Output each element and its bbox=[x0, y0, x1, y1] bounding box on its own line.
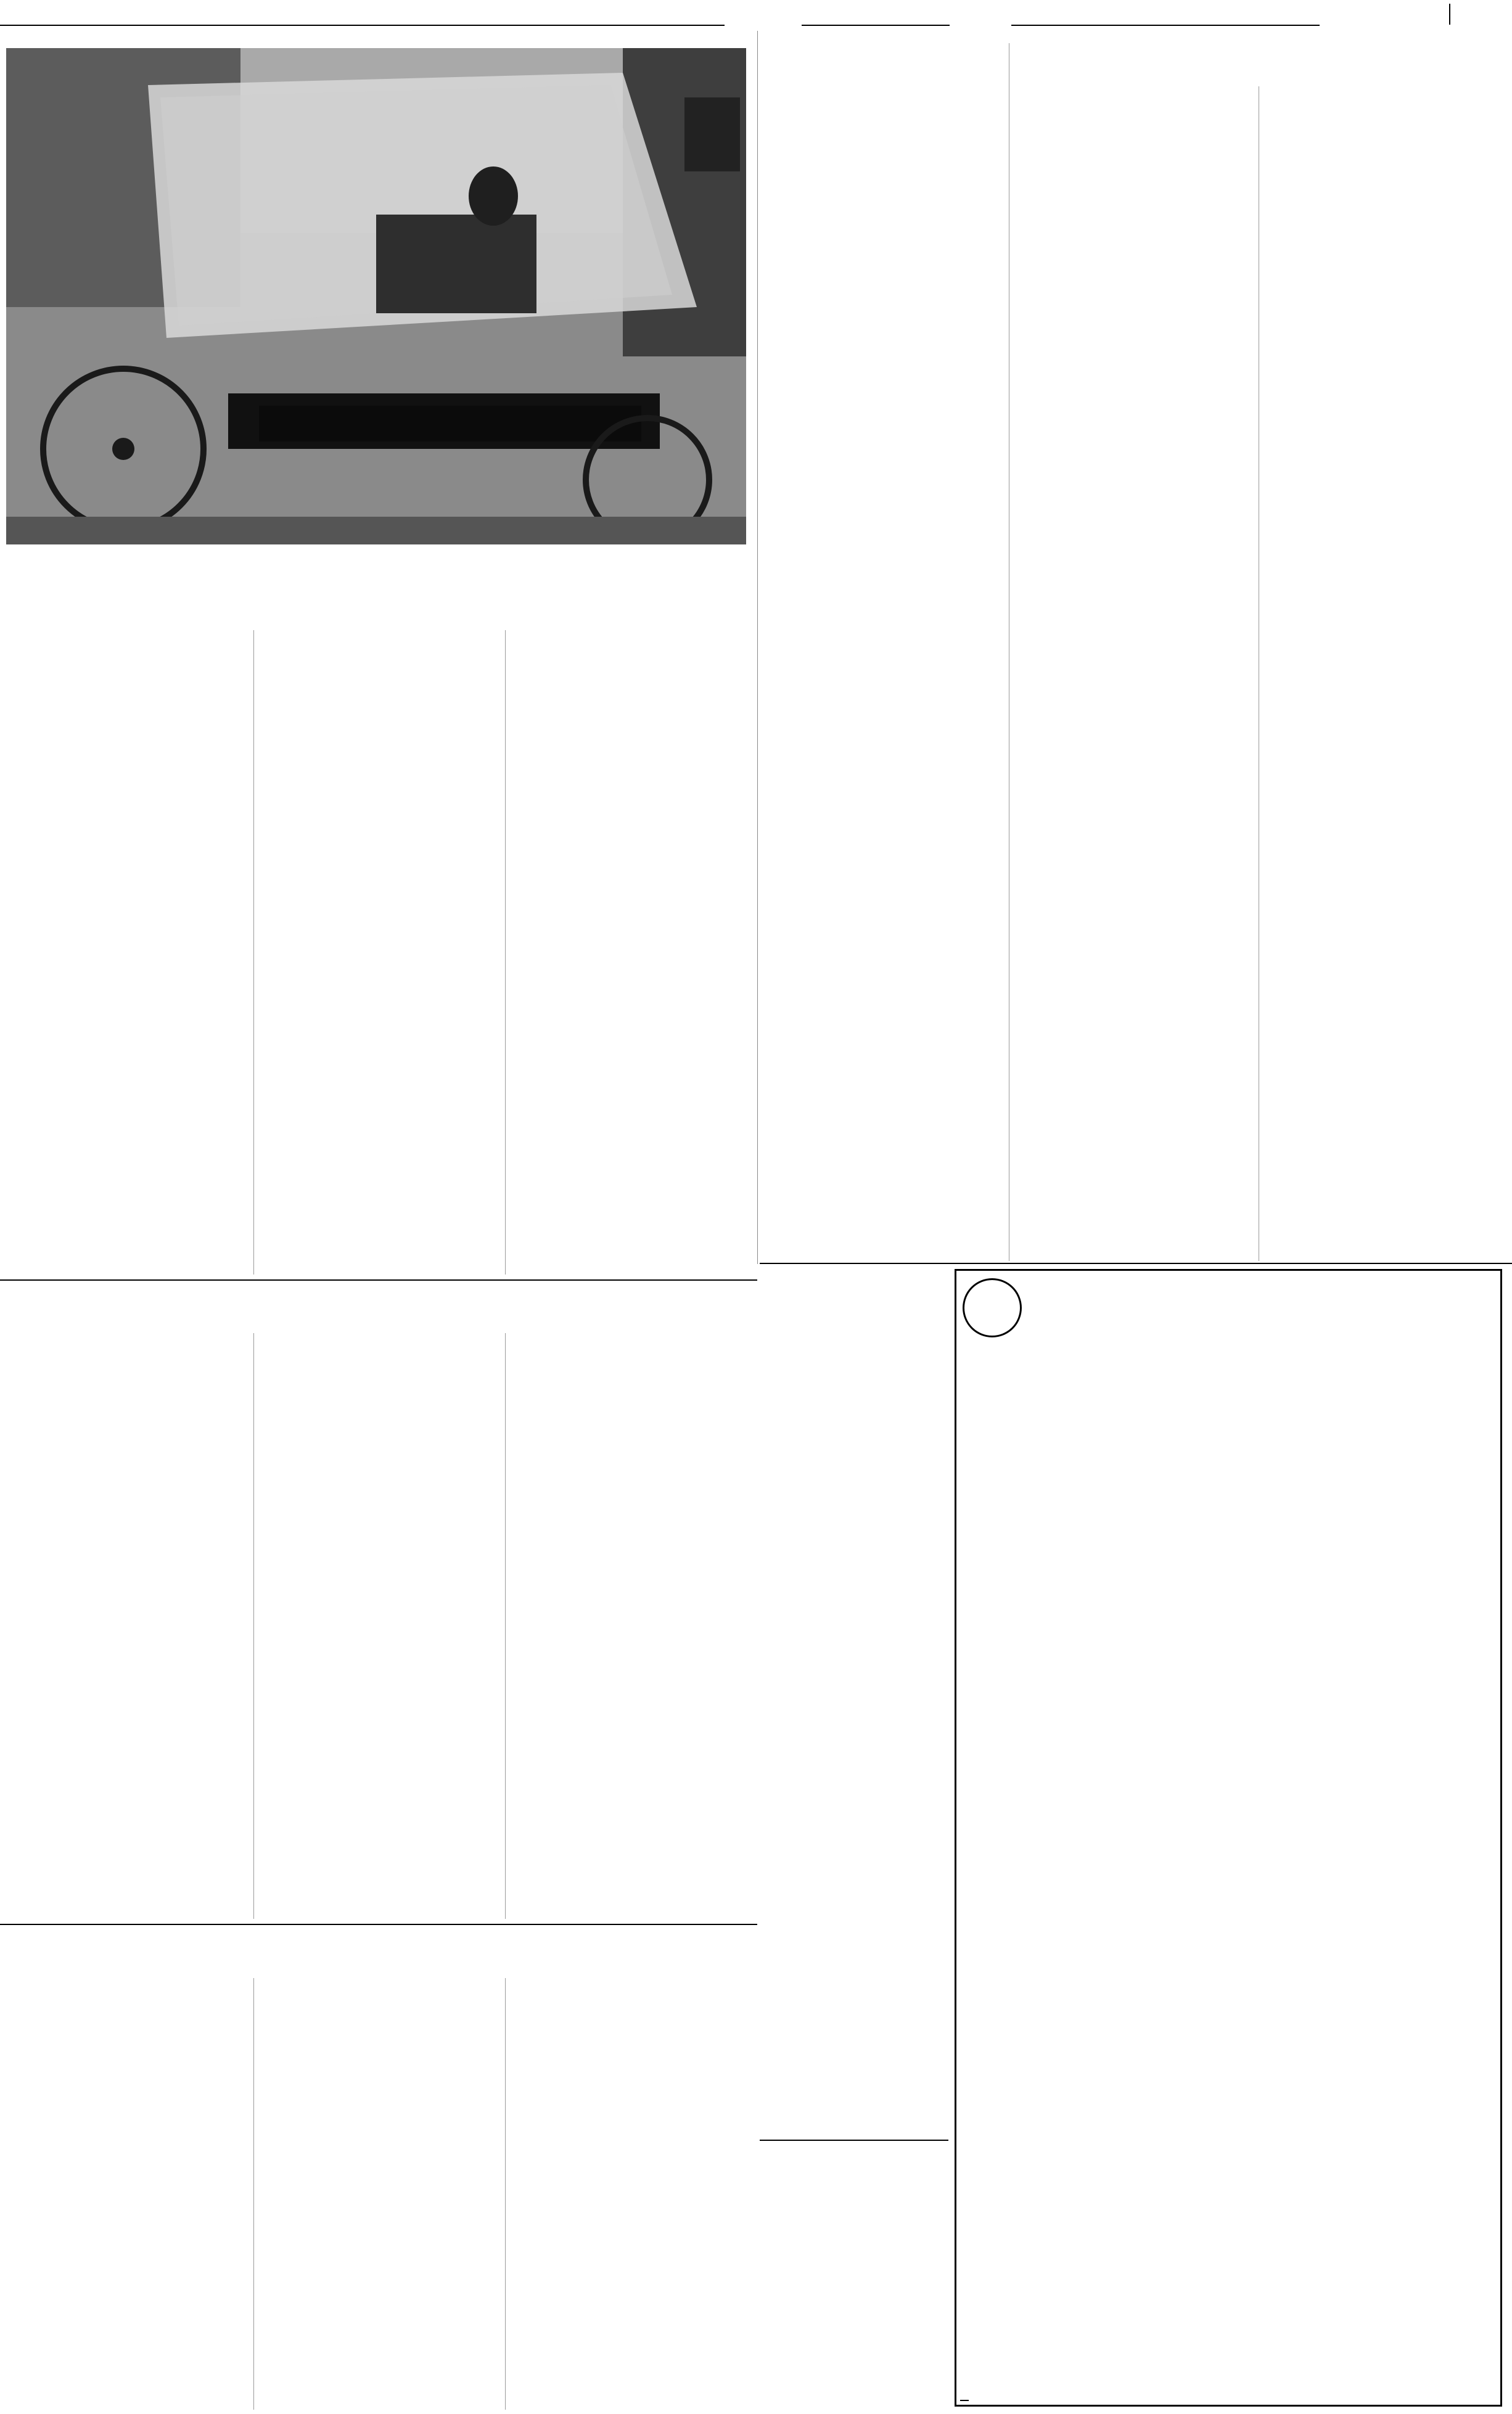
homeless-col-3 bbox=[509, 630, 751, 667]
masthead-rule-right bbox=[1011, 25, 1320, 26]
marriage-col-1 bbox=[6, 1333, 248, 1923]
marriage-col-3 bbox=[509, 1333, 751, 1923]
col-divider bbox=[253, 630, 254, 1275]
accident-col-3 bbox=[509, 1978, 751, 2413]
col-divider bbox=[505, 1978, 506, 2410]
news-photo bbox=[6, 48, 746, 544]
homeless-col-2 bbox=[258, 630, 499, 1278]
bangladesh-col bbox=[509, 709, 751, 1276]
tender-advertisement bbox=[955, 1269, 1502, 2407]
col-divider bbox=[505, 630, 506, 1275]
bfdc-seal-logo bbox=[963, 1278, 1022, 1337]
accident-col-1 bbox=[6, 1978, 248, 2413]
col-divider bbox=[253, 1978, 254, 2410]
col-divider bbox=[253, 1333, 254, 1919]
fear-col bbox=[762, 85, 1004, 1260]
masthead-rule-left bbox=[0, 25, 725, 26]
story-rule bbox=[0, 1279, 757, 1281]
story-rule bbox=[760, 2140, 948, 2141]
rickshaw-photo-illustration bbox=[6, 48, 746, 544]
gd-number bbox=[960, 2400, 969, 2401]
marriage-col-2 bbox=[258, 1333, 499, 1923]
accident-col-2 bbox=[258, 1978, 499, 2413]
story-rule bbox=[760, 1263, 1512, 1264]
photo-caption bbox=[6, 548, 746, 564]
masthead-rule-mid bbox=[802, 25, 950, 26]
brink-col-2 bbox=[1263, 94, 1505, 1260]
brink-col-1 bbox=[1014, 94, 1255, 1260]
country-col bbox=[762, 2183, 947, 2411]
col-divider bbox=[757, 31, 758, 1264]
story-rule bbox=[0, 1924, 757, 1925]
aliens-col bbox=[762, 1307, 947, 2137]
col-divider bbox=[505, 1333, 506, 1919]
masthead bbox=[0, 0, 1512, 31]
masthead-divider bbox=[1449, 4, 1450, 25]
homeless-col-1 bbox=[6, 630, 248, 1278]
